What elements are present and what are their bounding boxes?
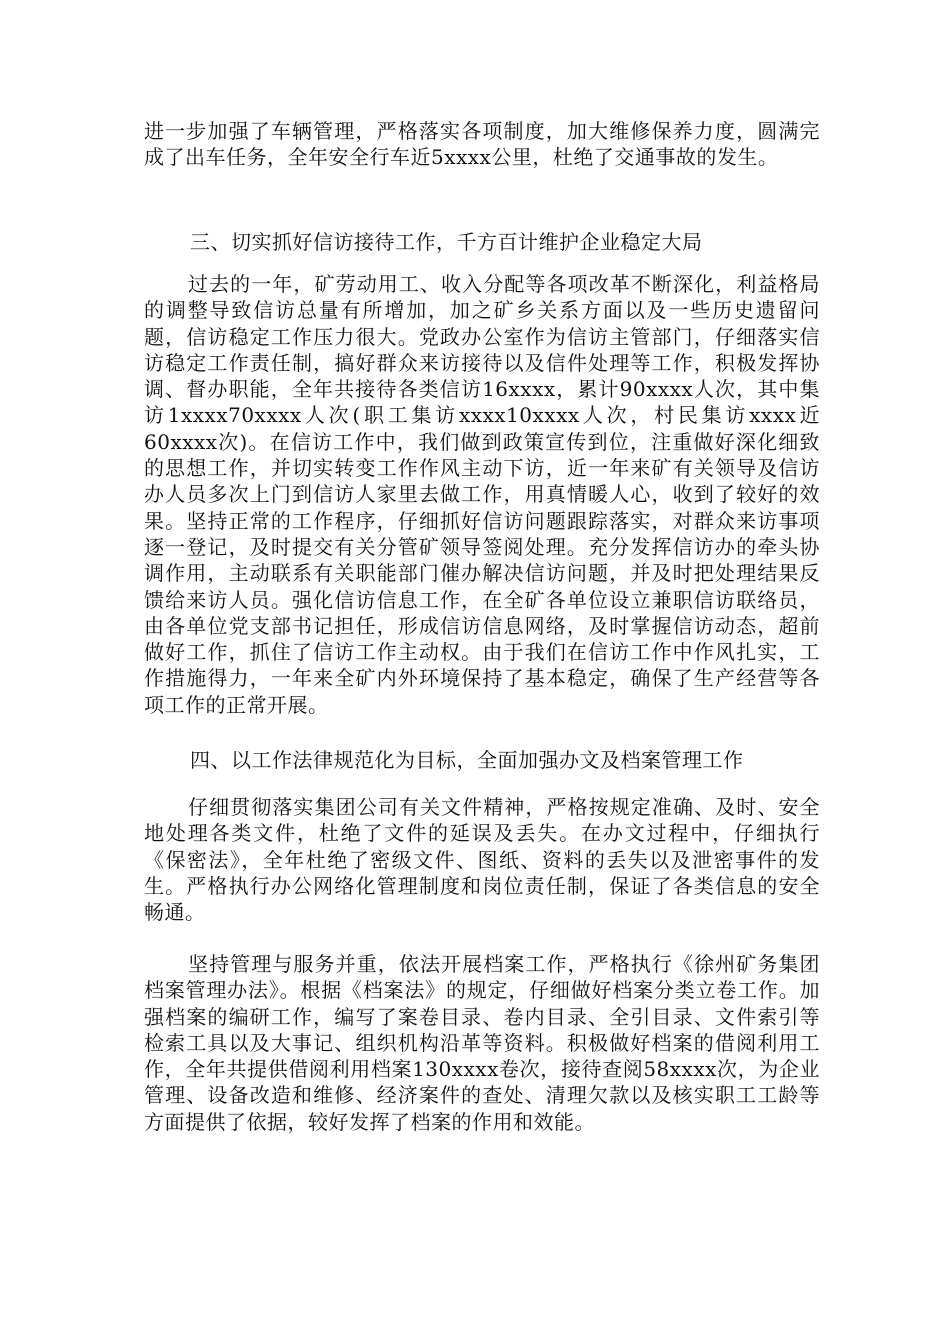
paragraph-intro: 进一步加强了车辆管理，严格落实各项制度，加大维修保养力度，圆满完成了出车任务，全年安全行车近5xxxx公里，杜绝了交通事故的发生。: [144, 119, 820, 170]
section-heading-4: 四、以工作法律规范化为目标，全面加强办文及档案管理工作: [190, 748, 744, 772]
paragraph-archive-management: 坚持管理与服务并重，依法开展档案工作，严格执行《徐州矿务集团档案管理办法》。根据《档案法》的规定，仔细做好档案分类立卷工作。加强档案的编研工作，编写了案卷目录、卷内目录、全引目录、文件索引等检索工具以及大事记、组织机构沿革等资料。积极做好档案的借阅利用工作，全年共提供借阅利用档案130xxxx卷次，接待查阅58xxxx次，为企业管理、设备改造和维修、经济案件的查处、清理欠款以及核实职工工龄等方面提供了依据，较好发挥了档案的作用和效能。: [144, 952, 820, 1134]
paragraph-petition-work: 过去的一年，矿劳动用工、收入分配等各项改革不断深化，利益格局的调整导致信访总量有所增加，加之矿乡关系方面以及一些历史遗留问题，信访稳定工作压力很大。党政办公室作为信访主管部门，仔细落实信访稳定工作责任制，搞好群众来访接待以及信件处理等工作，积极发挥协调、督办职能，全年共接待各类信访16xxxx，累计90xxxx人次，其中集访1xxxx70xxxx人次(职工集访xxxx10xxxx人次，村民集访xxxx近60xxxx次)。在信访工作中，我们做到政策宣传到位，注重做好深化细致的思想工作，并切实转变工作作风主动下访，近一年来矿有关领导及信访办人员多次上门到信访人家里去做工作，用真情暖人心，收到了较好的效果。坚持正常的工作程序，仔细抓好信访问题跟踪落实，对群众来访事项逐一登记，及时提交有关分管矿领导签阅处理。充分发挥信访办的牵头协调作用，主动联系有关职能部门催办解决信访问题，并及时把处理结果反馈给来访人员。强化信访信息工作，在全矿各单位设立兼职信访联络员，由各单位党支部书记担任，形成信访信息网络，及时掌握信访动态，超前做好工作，抓住了信访工作主动权。由于我们在信访工作中作风扎实，工作措施得力，一年来全矿内外环境保持了基本稳定，确保了生产经营等各项工作的正常开展。: [144, 272, 820, 717]
paragraph-document-handling: 仔细贯彻落实集团公司有关文件精神，严格按规定准确、及时、安全地处理各类文件，杜绝了文件的延误及丢失。在办文过程中，仔细执行《保密法》，全年杜绝了密级文件、图纸、资料的丢失以及泄密事件的发生。严格执行办公网络化管理制度和岗位责任制，保证了各类信息的安全畅通。: [144, 795, 820, 925]
section-heading-3: 三、切实抓好信访接待工作，千方百计维护企业稳定大局: [190, 230, 703, 254]
